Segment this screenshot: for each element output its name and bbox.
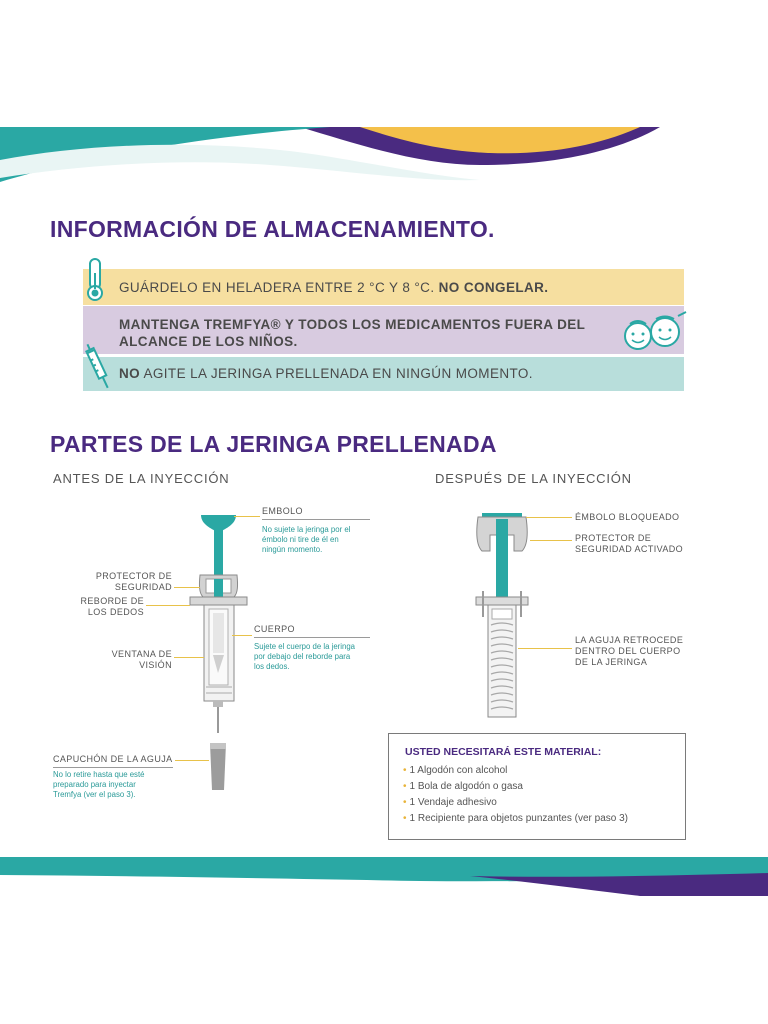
storage-row-shake	[83, 357, 684, 391]
needle-retracts-label-line2: DENTRO DEL CUERPO	[575, 646, 681, 656]
storage-title: INFORMACIÓN DE ALMACENAMIENTO.	[50, 216, 495, 242]
body-note-line3: los dedos.	[254, 662, 290, 671]
viewing-window-label-line1: VENTANA DE	[111, 649, 172, 659]
viewing-window-label-line2: VISIÓN	[139, 660, 172, 670]
guard-label	[70, 571, 172, 593]
syringe-after-illustration	[466, 505, 546, 725]
guard-active-label-line1: PROTECTOR DE	[575, 533, 652, 543]
plunger-note-line1: No sujete la jeringa por el	[262, 525, 351, 534]
needle-cap-note-line2: preparado para inyectar	[53, 780, 136, 789]
needle-retracts-label-line3: DE LA JERINGA	[575, 657, 648, 667]
storage-row-fridge-text: GUÁRDELO EN HELADERA ENTRE 2 °C Y 8 °C.	[119, 280, 439, 295]
top-wave-decoration	[0, 120, 768, 200]
guard-active-label	[575, 533, 683, 555]
viewing-window-label	[90, 649, 172, 671]
bullet-icon: •	[403, 781, 407, 792]
needle-cap-note-line1: No lo retire hasta que esté	[53, 770, 145, 779]
locked-plunger-leader	[526, 517, 572, 518]
needle-cap-rule	[53, 767, 173, 768]
bullet-icon: •	[403, 813, 407, 824]
finger-flange-leader	[146, 605, 190, 606]
materials-item-1-text: 1 Algodón con alcohol	[409, 765, 508, 776]
storage-row-shake-emphasis: NO	[119, 366, 141, 381]
plunger-rule	[262, 519, 370, 520]
bullet-icon: •	[403, 797, 407, 808]
guard-active-label-line2: SEGURIDAD ACTIVADO	[575, 544, 684, 554]
materials-item-3	[403, 797, 497, 808]
storage-row-children-line1: MANTENGA TREMFYA® Y TODOS LOS MEDICAMENTOS FUERA DEL	[119, 317, 586, 332]
storage-row-children	[83, 306, 684, 354]
plunger-note-line3: ningún momento.	[262, 545, 323, 554]
thermometer-icon	[82, 257, 108, 303]
body-leader	[232, 635, 252, 636]
needle-cap-leader	[175, 760, 209, 761]
plunger-label: EMBOLO	[262, 506, 303, 516]
plunger-note	[262, 525, 350, 555]
locked-plunger-label: ÉMBOLO BLOQUEADO	[575, 512, 680, 522]
syringe-before-illustration	[180, 505, 260, 795]
needle-retracts-leader	[518, 648, 572, 649]
guard-active-leader	[530, 540, 572, 541]
materials-item-4-text: 1 Recipiente para objetos punzantes (ver paso 3)	[409, 813, 628, 824]
plunger-note-line2: émbolo ni tire de él en	[262, 535, 339, 544]
body-note-line2: por debajo del reborde para	[254, 652, 351, 661]
needle-retracts-label	[575, 635, 683, 668]
children-faces-icon	[618, 310, 698, 354]
materials-item-2-text: 1 Bola de algodón o gasa	[409, 781, 523, 792]
bullet-icon: •	[403, 765, 407, 776]
materials-item-2	[403, 781, 523, 792]
storage-row-shake-text: AGITE LA JERINGA PRELLENADA EN NINGÚN MOMENTO.	[140, 366, 533, 381]
parts-title: PARTES DE LA JERINGA PRELLENADA	[50, 431, 497, 457]
bottom-wave-decoration	[0, 852, 768, 902]
materials-title: USTED NECESITARÁ ESTE MATERIAL:	[405, 746, 602, 758]
materials-item-1	[403, 765, 507, 776]
needle-cap-note	[53, 770, 171, 800]
materials-item-4	[403, 813, 628, 824]
body-note	[254, 642, 355, 672]
storage-row-fridge	[83, 269, 684, 305]
finger-flange-label-line2: LOS DEDOS	[87, 607, 144, 617]
materials-item-3-text: 1 Vendaje adhesivo	[409, 797, 497, 808]
finger-flange-label	[70, 596, 144, 618]
syringe-icon	[84, 340, 112, 394]
viewing-window-leader	[174, 657, 204, 658]
body-label: CUERPO	[254, 624, 295, 634]
before-injection-label: ANTES DE LA INYECCIÓN	[53, 471, 230, 486]
body-rule	[254, 637, 370, 638]
storage-row-children-line2: ALCANCE DE LOS NIÑOS.	[119, 334, 298, 349]
needle-cap-label: CAPUCHÓN DE LA AGUJA	[53, 754, 173, 764]
needle-cap-note-line3: Tremfya (ver el paso 3).	[53, 790, 136, 799]
after-injection-label: DESPUÉS DE LA INYECCIÓN	[435, 471, 632, 486]
guard-leader	[174, 587, 200, 588]
finger-flange-label-line1: REBORDE DE	[80, 596, 144, 606]
materials-box	[388, 733, 686, 840]
needle-retracts-label-line1: LA AGUJA RETROCEDE	[575, 635, 684, 645]
guard-label-line2: SEGURIDAD	[114, 582, 172, 592]
guard-label-line1: PROTECTOR DE	[95, 571, 172, 581]
storage-row-fridge-emphasis: NO CONGELAR.	[438, 280, 549, 295]
body-note-line1: Sujete el cuerpo de la jeringa	[254, 642, 355, 651]
plunger-leader	[234, 516, 260, 517]
